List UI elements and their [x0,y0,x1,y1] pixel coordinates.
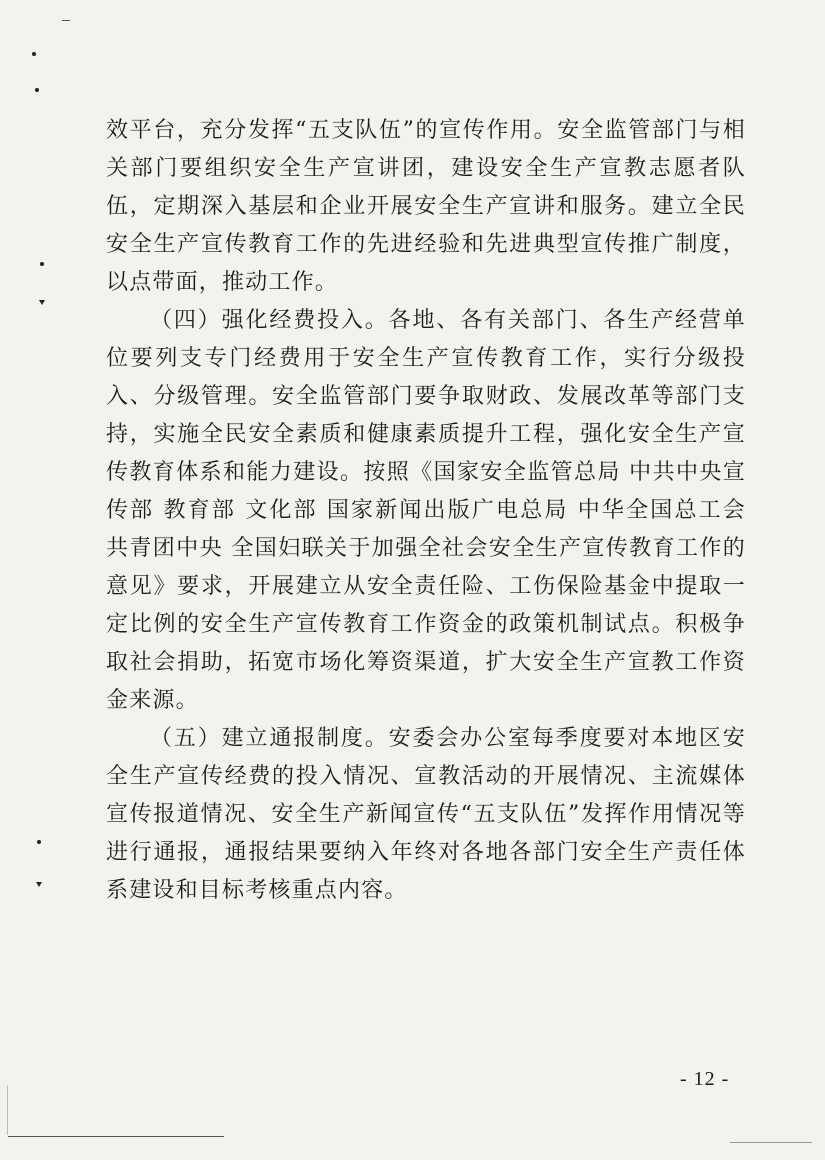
scan-mark [62,20,70,21]
page-number: - 12 - [680,1068,730,1090]
scan-speck [40,262,44,266]
document-body [106,112,746,910]
scan-speck [37,840,41,844]
scan-speck [32,52,36,56]
scan-bottom-rule-left [8,1136,224,1137]
scan-speck [35,88,39,92]
paragraph-funding: （四）强化经费投入。各地、各有关部门、各生产经营单位要列支专门经费用于安全生产宣传教育工作，实行分级投入、分级管理。安全监管部门要争取财政、发展改革等部门支持，实施全民安全素质和健康素质提升工程，强化安全生产宣传教育体系和能力建设。按照《国家安全监管总局 中共中央宣传部 教育部 文化部 国家新闻出版广电总局 中华全国总工会 共青团中央 全国妇联关于加强全社会安全生产宣传教育工作的意见》要求，开展建立从安全责任险、工伤保险基金中提取一定比例的安全生产宣传教育工作资金的政策机制试点。积极争取社会捐助，拓宽市场化筹资渠道，扩大安全生产宣教工作资金来源。 [106,308,746,713]
scan-edge [7,1085,8,1135]
scan-speck [39,300,45,305]
scan-speck [36,882,42,887]
scan-bottom-rule-right [730,1142,812,1143]
paragraph-reporting: （五）建立通报制度。安委会办公室每季度要对本地区安全生产宣传经费的投入情况、宣教活动的开展情况、主流媒体宣传报道情况、安全生产新闻宣传“五支队伍”发挥作用情况等进行通报，通报结果要纳入年终对各地各部门安全生产责任体系建设和目标考核重点内容。 [106,726,746,903]
paragraph-continuation: 效平台，充分发挥“五支队伍”的宣传作用。安全监管部门与相关部门要组织安全生产宣讲团，建设安全生产宣教志愿者队伍，定期深入基层和企业开展安全生产宣讲和服务。建立全民安全生产宣传教育工作的先进经验和先进典型宣传推广制度，以点带面，推动工作。 [106,118,746,295]
